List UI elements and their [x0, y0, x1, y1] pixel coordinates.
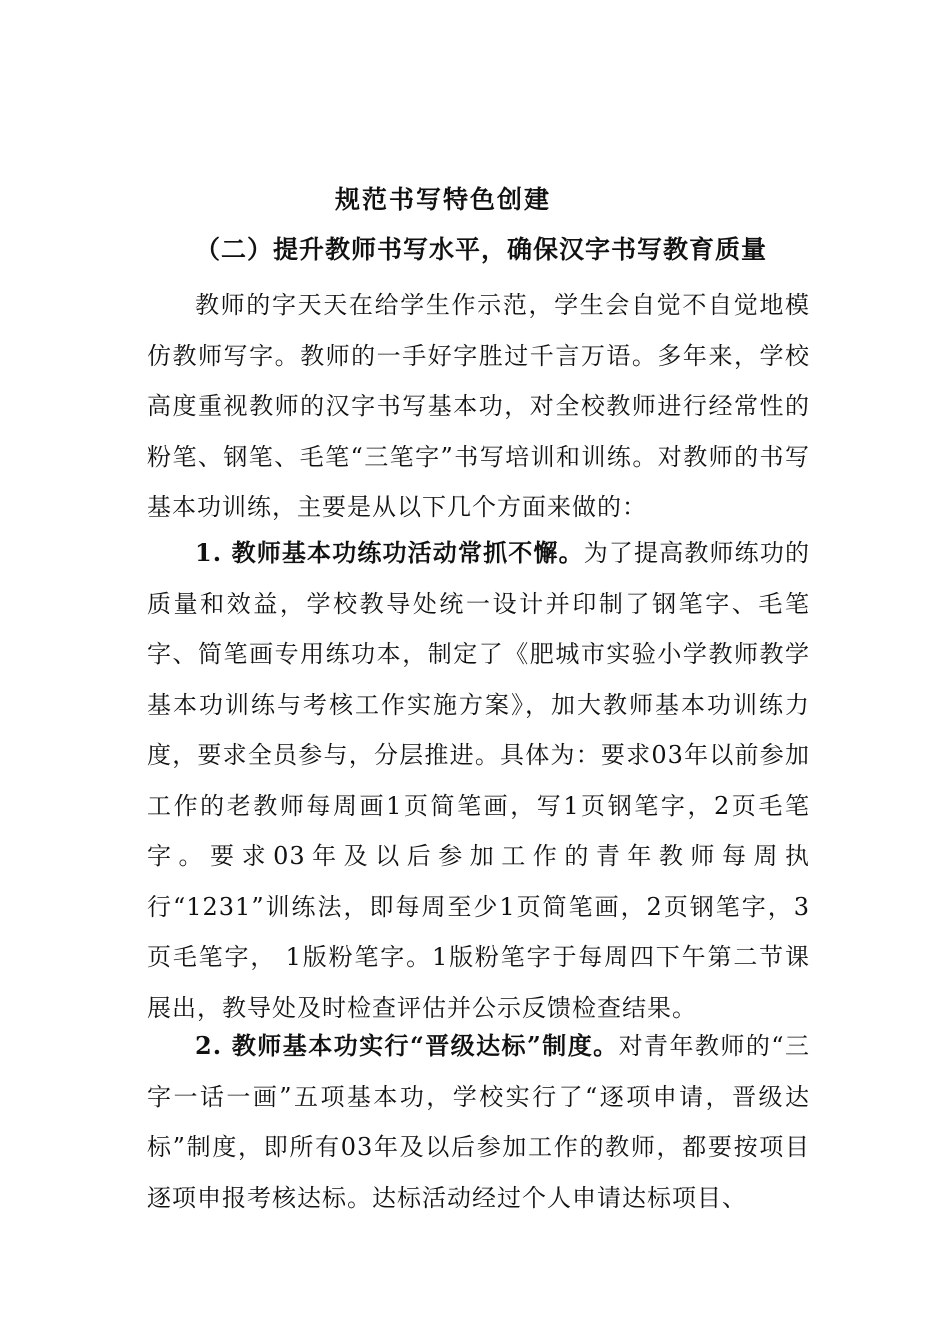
paragraph-2-lead: 1. 教师基本功练功活动常抓不懈。: [195, 538, 584, 567]
paragraph-3: [147, 1021, 810, 1223]
paragraph-2-text: 为了提高教师练功的质量和效益，学校教导处统一设计并印制了钢笔字、毛笔字、简笔画专用练功本，制定了《肥城市实验小学教师教学基本功训练与考核工作实施方案》，加大教师基本功训练力度，要求全员参与，分层推进。具体为：要求03年以前参加工作的老教师每周画1页简笔画，写1页钢笔字，2页毛笔字。要求03年及以后参加工作的青年教师每周执行“1231”训练法，即每周至少1页简笔画，2页钢笔字，3页毛笔字， 1版粉笔字。1版粉笔字于每周四下午第二节课展出，教导处及时检查评估并公示反馈检查结果。: [147, 539, 810, 1022]
paragraph-3-text: 对青年教师的“三字一话一画”五项基本功，学校实行了“逐项申请，晋级达标”制度，即所有03年及以后参加工作的教师，都要按项目逐项申报考核达标。达标活动经过个人申请达标项目、: [147, 1032, 810, 1212]
paragraph-1-text: 教师的字天天在给学生作示范，学生会自觉不自觉地模仿教师写字。教师的一手好字胜过千言万语。多年来，学校高度重视教师的汉字书写基本功，对全校教师进行经常性的粉笔、钢笔、毛笔“三笔字”书写培训和训练。对教师的书写基本功训练，主要是从以下几个方面来做的：: [147, 291, 810, 521]
paragraph-1: [147, 280, 810, 533]
document-title: 规范书写特色创建: [335, 185, 552, 214]
paragraph-2: [147, 528, 810, 1033]
document-subtitle: （二）提升教师书写水平，确保汉字书写教育质量: [195, 235, 768, 264]
paragraph-3-lead: 2. 教师基本功实行“晋级达标”制度。: [195, 1031, 619, 1060]
